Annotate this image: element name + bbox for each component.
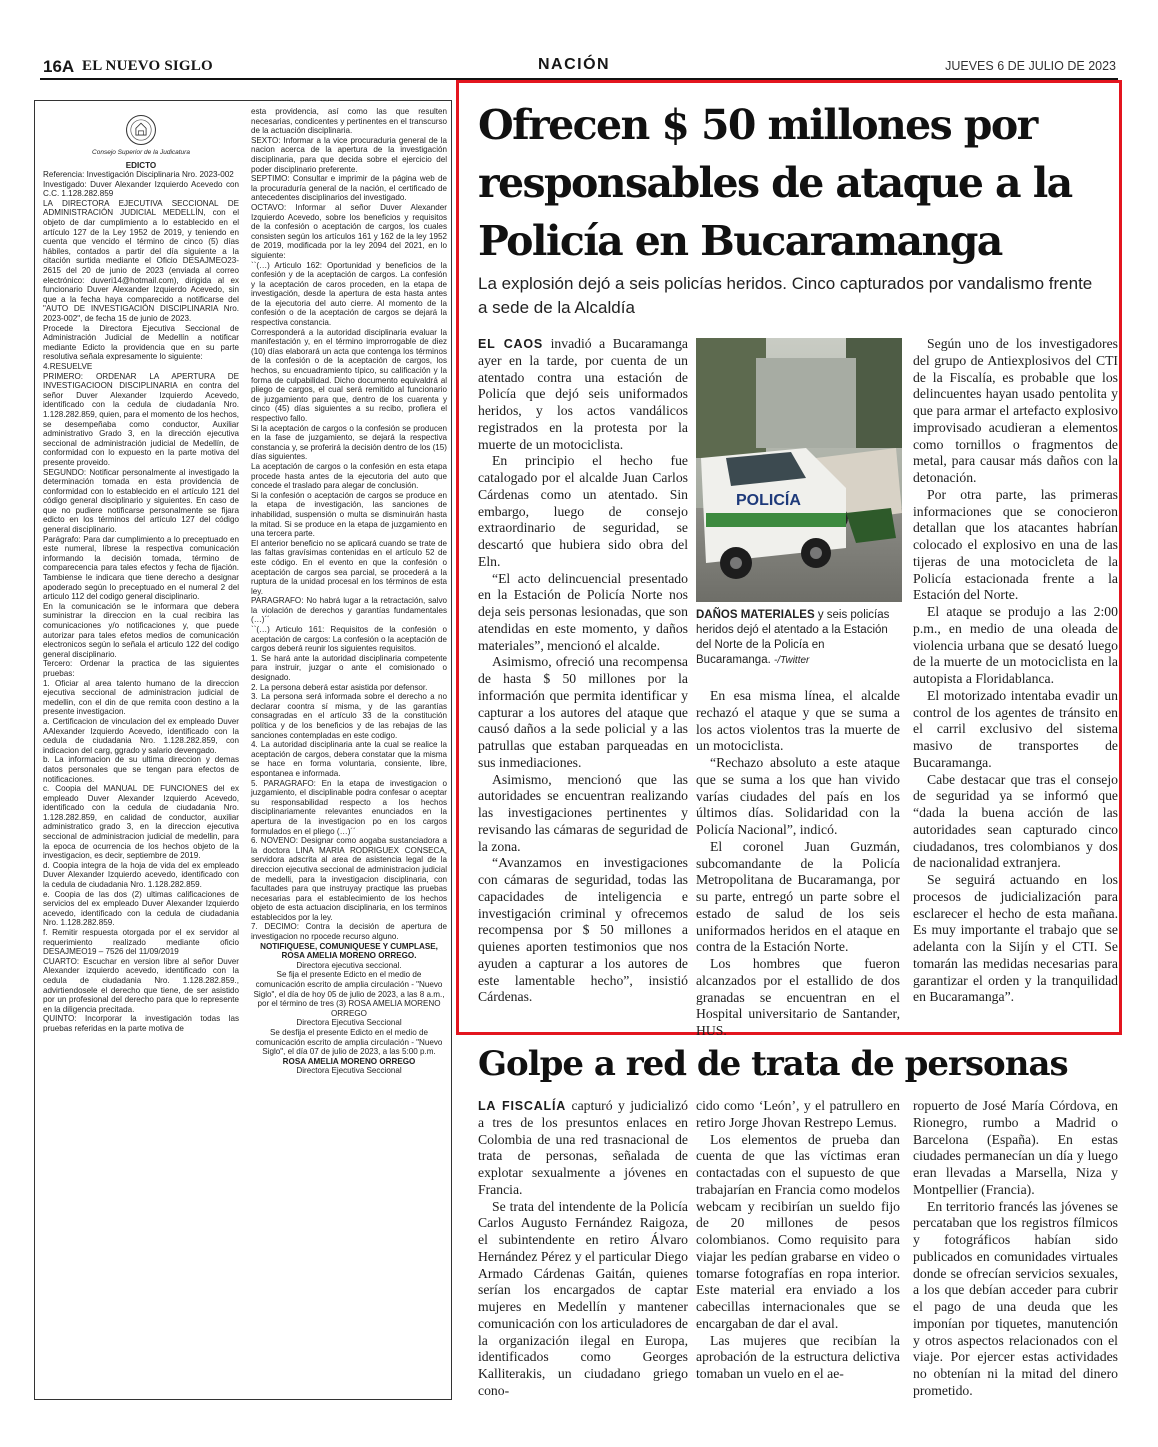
notice-paragraph: SEPTIMO: Consultar e imprimir de la página web de la procuraduría general de la nación, el certificado de antecedentes disciplinarios del investigado. [251,174,447,203]
notice-paragraph: 1. Se hará ante la autoridad disciplinaria competente para instruir, juzgar o ante el comisionado o designado. [251,653,447,683]
lead-first-text: invadió a Bucaramanga ayer en la tarde, por cuenta de un atentado contra una estación de Policía que dejó seis uniformados heridos, y los actos vandálicos registrados en la protesta por la muerte de un motociclista. [478,336,689,452]
notice-paragraph: PRIMERO: ORDENAR LA APERTURA DE INVESTIGACIOON DISCIPLINARIA en contra del señor Duver Alexander Izquierdo Acevedo, identificado con la cedula de ciudadanía Nro. 1.128.282.859, quien, para el momento de los hechos, se desempeñaba como conductor, Auxiliar administrativo Grado 3, en la dirección ejecutiva seccional de administración judicial de Medellín, de conformidad con lo expuesto en la parte motiva del presente proveido. [43,371,239,467]
notice-paragraph: 7. DECIMO: Contra la decisión de apertura de investigacion no rpocede recurso alguno. [251,922,447,942]
article-paragraph: En territorio francés las jóvenes se percataban que los registros fílmicos y fotográficos habían sido publicados en comunidades virtuales donde se ofrecían servicios sexuales, a los que debían acceder para cubrir el pago de una deuda que les imponían por tiquetes, manutención y otros aspectos relacionados con el viaje. Por ejercer estas actividades no obtenían ni la mitad del dinero prometido. [913,1198,1118,1398]
photo-caption [696,608,901,668]
notice-signer-title: Directora ejecutiva seccional. [296,960,402,970]
notice-unfix-note: Se desfija el presente Edicto en el medio de comunicación escrito de amplia circulación - "Nuevo Siglo", el día 07 de julio de 2023, a las 5:00 p.m. [255,1028,443,1057]
notice-paragraph: a. Certificacion de vinculacion del ex empleado Duver AAlexander Izquierdo Acevedo, identificado con la cedula de ciudadania Nro. 1.128.282.859, con indicacion del carg, ggrado y salario devengado. [43,716,239,755]
notice-paragraph: c. Coopia del MANUAL DE FUNCIONES del ex empleado Duver Alexander Izquierdo Acevedo, identificado con la cedula de ciudadania Nro. 1.128.282.859, en calidad de conductor, auxiliar administratico grado 3, en la direccion ejecutiva seccional de administracion judicial de medellin, para la epoca de ocurrencia de los hechos objeto de la investigacion, es decir, septiembre de 2019. [43,784,239,861]
legal-notice [34,100,452,1400]
police-truck-photo [696,338,902,602]
caption-text: y seis policías heridos dejó el atentado a la Estación del Norte de la Policía en Bucaramanga. [696,609,890,666]
notice-fix-note: Se fija el presente Edicto en el medio de comunicación escrito de amplia circulación - "Nuevo Siglo", el día de hoy 05 de julio de 2023, a las 8 a.m., por el término de tres (3) ROSA AMELIA MORENO ORREGO [253,970,445,1018]
notice-paragraph: 6. NOVENO: Designar como aogaba sustanciadora a la doctora LINA MARIA RODRIGUEX CONSECA, servidora adscrita al area de asistencia legal de la direccion ejecutiva seccional de administracion judicial de medelli, para la investigacion disciplinaria, con facultades para que instruyay practique las pruebas necesarias para el establecimiento de los hechos objeto de esta actuacion disciplinaria, en los terminos establecidos por la ley. [251,836,447,922]
notice-paragraph: e. Coopia de las dos (2) ultimas calificaciones de servicios del ex empleado Duver Alexander Izquierdo acevedo, identificado con la cedula de ciudadania Nro. 1.128.282.859. [43,889,239,928]
article-paragraph: El motorizado intentaba evadir un control de los agentes de tránsito en el carril exclusivo del sistema masivo de transportes de Bucaramanga. [913,687,1118,770]
judiciary-seal-icon [124,113,158,147]
notice-paragraph: Corresponderá a la autoridad disciplinaria evaluar la manifestación y, en el término improrrogable de diez (10) días elaborará un acta que contenga los términos de la confesión o de la aceptación de cargos, los hechos, su encuadramiento típico, su calificación y la forma de culpabilidad. Dicho documento equivaldrá al pliego de cargos, el cual será remitido al funcionario de juzgamiento para que, dentro de los cuarenta y cinco (45) días siguientes a su recibo, profiera el respectivo fallo. [251,327,447,423]
second-column-2-paragraphs [696,1132,900,1383]
article-paragraph: Las mujeres que recibían la aprobación de la estructura delictiva tomaban un vuelo en el ae- [696,1332,900,1381]
notice-paragraph: 5. PARAGRAFO: En la etapa de investigacion o juzgamiento, el disciplinable podra confesar o aceptar su responsabilidad respecto a los hechos disciplinariamente relevantes enunciados en la apertura de la investigacion po en los cargos formulados en el pliego (…)´´ [251,778,447,836]
article-paragraph: En principio el hecho fue catalogado por el alcalde Juan Carlos Cárdenas como un atentado. Sin embargo, luego de consejo extraordinario de seguridad, se descartó que hubiera sido obra del Eln. [478,453,688,569]
lead-first-paragraph [478,336,688,453]
notice-paragraphs-b [251,107,447,942]
newspaper-name: EL NUEVO SIGLO [82,58,213,74]
notice-paragraph: Parágrafo: Para dar cumplimiento a lo preceptuado en este numeral, líbrese la respectiva comunicación informando la decisión tomada, término de comparecencia para tales efectos y fecha de fijación. Tambiense le indicara que tiene derecho a designar apoderado según lo preceptuado en el numeral 2 del articulo 112 del codigo general disciplinario. [43,534,239,602]
second-first-paragraph [478,1098,688,1199]
notice-paragraph: Procede la Directora Ejecutiva Seccional de Administración Judicial de Medellín a notificar mediante Edicto la providencia que en su parte resolutiva señala expresamente lo siguiente: [43,323,239,362]
notice-paragraph: SEGUNDO: Notificar personalmente al investigado la determinación tomada en esta providencia de conformidad con lo establecido en el artículo 121 del código general disciplinario y siguientes. En caso de que no pudiere notificarse personalmente se fijara edicto en los términos del artículo 127 del código general disciplinario. [43,467,239,535]
notice-paragraph: Si la confesión o aceptación de cargos se produce en la etapa de investigación, las sanciones de inhabilidad, suspensión o multa se disminuirán hasta la mitad. Si se produce en la etapa de juzgamiento en una tercera parte. [251,490,447,539]
notice-paragraph: LA DIRECTORA EJECUTIVA SECCIONAL DE ADMINISTRACIÓN JUDICIAL MEDELLÍN, con el objeto de dar cumplimiento a lo establecido en el artículo 127 de la Ley 1952 de 2019, y teniendo en cuenta que vencido el término de cinco (5) días hábiles, contados a partir del día siguiente a la citación surtida mediante el Oficio DESAJMEO23-2615 del 20 de junio de 2023 (enviada al correo electrónico: duveri14@hotmail.com), dirigida al ex funcionario Duver Alexander Izquierdo Acevedo, sin que a la fecha haya comparecido a notificarse del "AUTO DE INVESTIGACIÓN DISCIPLINARIA Nro. 2023-002", de fecha 15 de junio de 2023. [43,198,239,323]
notice-paragraph: d. Coopia integra de la hoja de vida del ex empleado Duver Alexander Izquierdo acevedo, identificado con la cedula de ciudadania Nro. 1.128.282.859. [43,860,239,890]
lead-headline: Ofrecen $ 50 millones por responsables de ataque a la Policía en Bucaramanga [478,101,1072,265]
notice-paragraph: PARAGRAFO: No habrá lugar a la retractación, salvo la violación de derechos y garantías fundamentales (…)´´ [251,596,447,625]
notice-paragraph: La aceptación de cargos o la confesión en esta etapa procede hasta antes de la ejecutoria del auto que concede el traslado para alegar de conclusión. [251,461,447,491]
second-column-3 [913,1098,1118,1400]
article-paragraph: “Avanzamos en investigaciones con cámaras de seguridad, todas las capacidades de inteligencia e investigación criminal y ofrecemos recompensa por $ 50 millones a quienes aporten testimonios que nos ayuden a capturar a los autores de este lamentable hecho”, insistió Cárdenas. [478,855,688,1005]
notice-paragraph: 3. La persona será informada sobre el derecho a no declarar coontra sí misma, y de las garantías consagradas en el artículo 33 de la constitución política y de los beneficios y de las rebajas de las sanciones contempladas en este codigo. [251,692,447,740]
notice-signer-2-title: Directora Ejecutiva Seccional [296,1066,402,1076]
article-paragraph: En esa misma línea, el alcalde rechazó el ataque y que se suma a los actos violentos tras la muerte de un motociclista. [696,688,900,754]
notice-paragraph: El anterior beneficio no se aplicará cuando se trate de las faltas gravísimas contenidas en el artículo 52 de este código. En el evento en que la confesión o aceptación de cargos sea parcial, se procederá a la ruptura de la unidad procesal en los términos de esta ley. [251,538,447,596]
notice-paragraph: ``(…) Articulo 161: Requisitos de la confesión o aceptación de cargos: La confesión o la aceptación de cargos deberá reunir los siguientes requisitos. [251,625,447,654]
notice-paragraph: QUINTO: Incorporar la investigación todas las pruebas referidas en la parte motiva de [43,1014,239,1033]
notice-fix-title: Directora Ejecutiva Seccional [296,1018,402,1028]
notice-closing: NOTIFIQUESE, COMUNIQUESE Y CUMPLASE, [260,941,438,951]
second-col3-continuation: ropuerto de José María Córdova, en Rionegro, rumbo a Madrid o Barcelona (España). En estas ciudades permanecían un día y luego eran llevadas a Marsella, Niza y Montpellier (Francia). [913,1098,1118,1197]
lead-column-1 [478,336,688,1006]
article-paragraph: Se seguirá actuando en los procesos de judicialización para esclarecer el hecho de esta mañana. Es muy importante el trabajo que se adelanta con la Sijín y el CTI. Se tomarán las medidas necesarias para garantizar el orden y la tranquilidad en Bucaramanga”. [913,872,1118,1005]
notice-paragraph: Tercero: Ordenar la practica de las siguientes pruebas: [43,659,239,678]
second-kicker: LA FISCALÍA [478,1099,567,1113]
article-paragraph: Por otra parte, las primeras informaciones que se conocieron detallan que los atacantes habrían colocado el explosivo en una de las tijeras de una motocicleta de la Policía estacionada frente a la Estación del Norte. [913,486,1118,603]
section-name: NACIÓN [538,56,611,73]
notice-paragraph: Referencia: Investigación Disciplinaria Nro. 2023-002 [43,170,234,180]
caption-bold: DAÑOS MATERIALES [696,609,815,621]
legal-notice-column-b [251,107,447,1076]
second-column-1-paragraphs [478,1199,688,1400]
second-headline: Golpe a red de trata de personas [478,1044,1068,1084]
notice-paragraph: 4.RESUELVE [43,361,93,371]
article-paragraph: “El acto delincuencial presentado en la Estación de Policía Norte nos deja seis personas lesionadas, que son atendidas en este momento, y daños materiales”, mencionó el alcalde. [478,570,688,653]
article-paragraph: Los elementos de prueba dan cuenta de que las víctimas eran contactadas con el supuesto de que trabajarían en Francia como modelos webcam y recibirían un sueldo fijo de 20 millones de pesos colombianos. Como requisito para viajar les pedían grabarse en video o tomarse fotografías en ropa interior. Este material era enviado a los cabecillas internacionales que se encargaban de dar el aval. [696,1131,900,1331]
notice-paragraph: 2. La persona deberá estar asistida por defensor. [251,682,428,692]
notice-paragraph: CUARTO: Escuchar en version libre al señor Duver Alexander izquierdo acevedo, identificado con la cedula de ciudadania Nro. 1.128.282.859., advirtiendosele el derecho que tiene, de ser asistido por un profesional del derecho para que lo represente en la diligencia precitada. [43,956,239,1014]
news-photo [696,338,902,602]
masthead [40,56,1120,78]
article-paragraph: Según uno de los investigadores del grupo de Antiexplosivos del CTI de la Fiscalía, es probable que los delincuentes hayan usado pentolita y que para armar el artefacto explosivo improvisado acudieran a elementos como tornillos o fragmentos de metal, para causar más daños con la detonación. [913,336,1118,485]
second-column-1 [478,1098,688,1400]
legal-notice-column-a [43,107,239,1034]
article-paragraph: “Rechazo absoluto a este ataque que se suma a los que han vivido varías ciudades del país en los últimos días. Solidaridad con la Policía Nacional”, indicó. [696,755,900,837]
lead-kicker: EL CAOS [478,337,544,351]
notice-paragraph: ``(…) Articulo 162: Oportunidad y beneficios de la confesión y de la aceptación de cargos. La confesión y la aceptación de caros proceden, en la etapa de investigación, desde la apertura de esta hasta antes de la ejecutoria del auto cierre. Al momento de la confesión o de la aceptación de cargos se dejará la respectiva constancia. [251,260,447,328]
lead-column-3 [913,336,1118,1006]
article-paragraph: Cabe destacar que tras el consejo de seguridad ya se informó que “dada la buena acción de las autoridades sean capturado cinco ciudadanos, tres colombianos y dos de nacionalidad extranjera. [913,771,1118,871]
article-paragraph: El coronel Juan Guzmán, subcomandante de la Policía Metropolitana de Bucaramanga, por su parte, entregó un parte sobre el estado de salud de los seis uniformados heridos en el ataque en contra de la Estación Norte. [696,838,900,955]
notice-paragraph: esta providencia, así como las que resulten necesarias, condicentes y pertinentes en el transcurso de la actuación disciplinaria. [251,107,447,136]
photo-vehicle-label: POLICÍA [736,492,801,509]
notice-paragraph: 1. Oficiar al area talento humano de la direccion ejecutiva seccional de administracion judicial de medellin, con el din de que remita coon destino a la presente investigacion. [43,678,239,717]
article-paragraph: El ataque se produjo a las 2:00 p.m., en medio de una oleada de violencia urbana que se desató luego de la muerte de un motociclista en la autopista a Floridablanca. [913,604,1118,686]
notice-paragraphs-a [43,170,239,1033]
notice-paragraph: En la comunicación se le informara que debera suministrar la direccion en la cual recibira las comunicaciones y/o notificaciones y, que puede autorizar para tales efetos medios de comunicación electronicos según lo señala el articulo 122 del codigo general disciplinario. [43,601,239,659]
notice-paragraph: Si la aceptación de cargos o la confesión se producen en la fase de juzgamiento, se dejará la respectiva constancia y, se proferirá la decisión dentro de los (15) días siguientes. [251,423,448,462]
lead-column-2-paragraphs [696,688,900,1040]
seal-caption: Consejo Superior de la Judicatura [92,149,190,156]
notice-paragraph: 4. La autoridad disciplinaria ante la cual se realice la aceptación de cargos, debera constatar que la misma se hace en forma voluntaria, consiente, libre, espontanea e informada. [251,740,447,778]
second-column-2 [696,1098,900,1383]
lead-column-2 [696,688,900,1040]
notice-title: EDICTO [125,160,157,170]
lead-column-3-paragraphs [913,336,1118,1006]
article-paragraph: Se trata del intendente de la Policía Carlos Augusto Fernández Raigoza, el subintendente en retiro Álvaro Hernández Pérez y el particular Diego Armado Cárdenas Gaitán, quienes serían los encargados de captar mujeres en Medellín y mantener comunicación con los articuladores de la organización ilegal en Europa, identificados como Georges Kalliterakis, un ciudadano griego cono- [478,1198,688,1398]
article-paragraph: Asimismo, mencionó que las autoridades se encuentran realizando las investigaciones pertinentes y revisando las cámaras de seguridad de la zona. [478,771,688,854]
photo-credit: -/Twitter [774,655,810,666]
notice-signer-2: ROSA AMELIA MORENO ORREGO [282,1056,416,1066]
notice-paragraph: OCTAVO: Informar al señor Duver Alexander Izquierdo Acevedo, sobre los beneficios y requisitos de la confesión o aceptación de cargos, los cuales consisten según los artículos 161 y 162 de la ley 1952 de 2019, modificada por la ley 2094 del 2021, en lo siguiente: [251,202,447,260]
page-number: 16A [43,57,75,76]
lead-column-1-paragraphs [478,453,688,1006]
second-column-3-paragraphs [913,1199,1118,1400]
notice-paragraph: b. La informacion de su ultima direccion y demas datos personales que se tengan para efectos de notificaciones. [43,755,239,784]
issue-date: JUEVES 6 DE JULIO DE 2023 [945,59,1116,73]
notice-paragraph: SEXTO: Informar a la vice procuraduria general de la nacion acerca de la apertura de la investigación disciplinaria, para que decida sobre el ejercicio del poder disciplinario preferente. [251,135,447,174]
notice-paragraph: f. Remitir respuesta otorgada por el ex servidor al requerimiento realizado mediante oficio DESAJMEO19 – 7526 del 11/09/2019 [43,928,239,957]
article-paragraph: Los hombres que fueron alcanzados por el estallido de dos granadas se encuentran en el Hospital universitario de Santander, HUS. [696,956,900,1038]
second-first-text: capturó y judicializó a tres de los presuntos enlaces en Colombia de una red trasnacional de trata de personas, señalada de explotar sexualmente a jóvenes en Francia. [478,1098,688,1197]
notice-signer: ROSA AMELIA MORENO ORREGO. [281,951,417,961]
notice-paragraph: Investigado: Duver Alexander Izquierdo Acevedo con C.C. 1.128.282.859 [43,179,239,199]
article-paragraph: Asimismo, ofreció una recompensa de hasta $ 50 millones por la información que permita identificar y capturar a los autores del ataque que causó daños a la sede policial y a las patrullas que estaban parqueadas en sus inmediaciones. [478,654,688,770]
second-col2-continuation: cido como ‘León’, y el patrullero en retiro Jorge Jhovan Restrepo Lemus. [696,1098,900,1130]
lead-subhead: La explosión dejó a seis policías heridos. Cinco capturados por vandalismo frente a sede de la Alcaldía [478,274,1093,317]
